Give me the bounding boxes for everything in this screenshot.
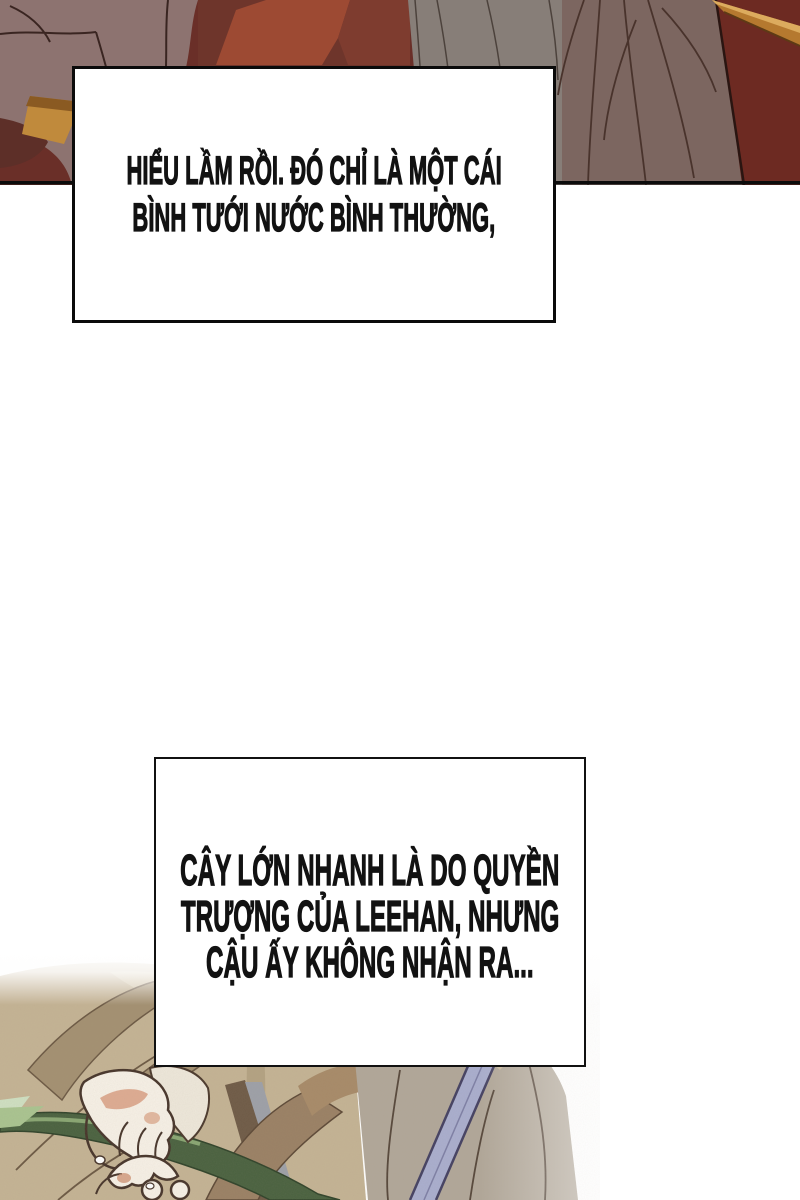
narration-line: HIỂU LẦM RỒI. ĐÓ CHỈ LÀ MỘT CÁI (126, 148, 502, 193)
narration-line: CÂY LỚN NHANH LÀ DO QUYỀN (180, 846, 560, 895)
right-figure-robe (558, 0, 742, 185)
narration-line: TRƯỢNG CỦA LEEHAN, NHƯNG (180, 892, 560, 941)
narration-line: CẬU ẤY KHÔNG NHẬN RA... (206, 938, 534, 987)
narration-line: BÌNH TƯỚI NƯỚC BÌNH THƯỜNG, (132, 195, 496, 240)
narration-box-1 (72, 66, 556, 323)
narration-box-2 (154, 757, 586, 1067)
